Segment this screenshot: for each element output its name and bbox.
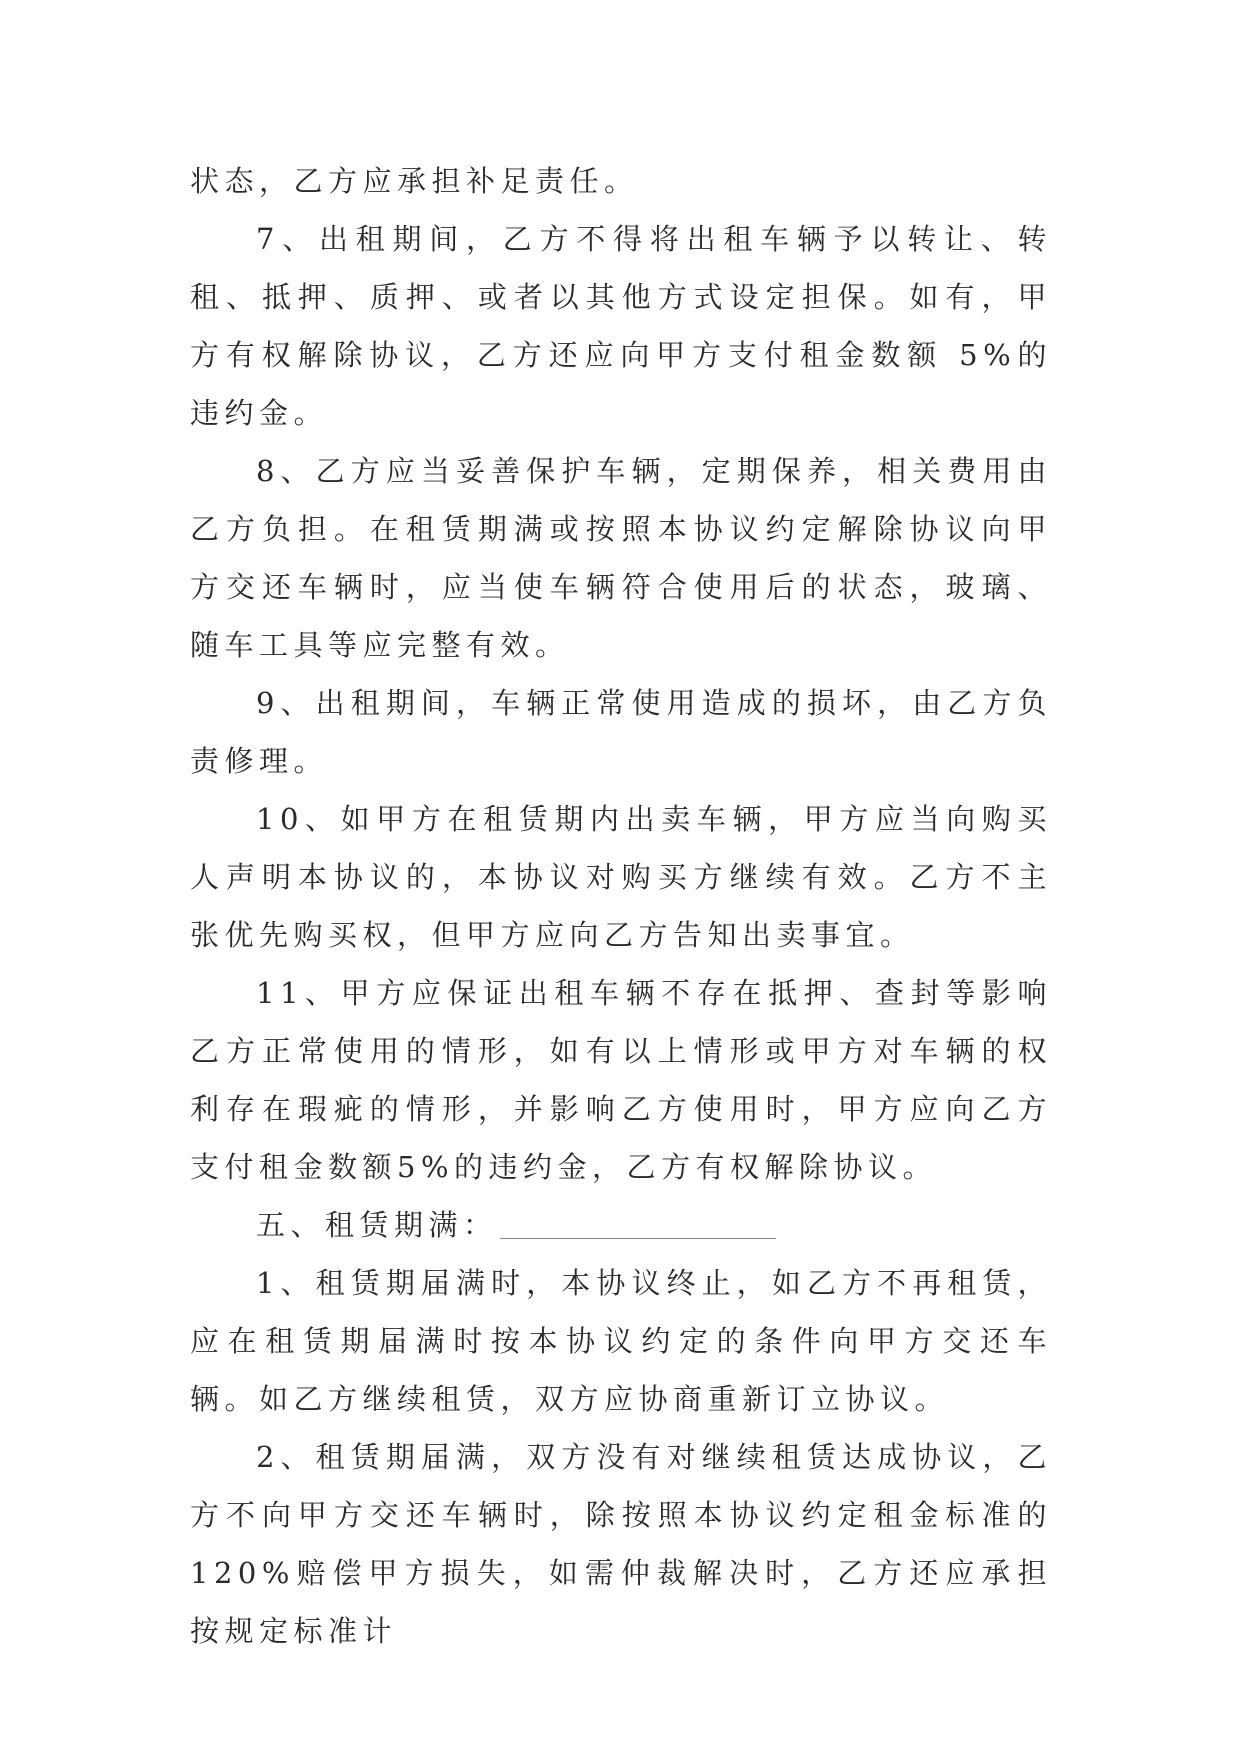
clause-9: 9、出租期间，车辆正常使用造成的损坏，由乙方负责修理。 bbox=[190, 686, 1052, 778]
section-heading-text: 五、租赁期满： bbox=[256, 1208, 498, 1242]
fill-in-blank-line bbox=[500, 1208, 776, 1239]
section-heading-lease-expiry bbox=[190, 1196, 1052, 1254]
clause-10: 10、如甲方在租赁期内出卖车辆，甲方应当向购买人声明本协议的，本协议对购买方继续有效。乙方不主张优先购买权，但甲方应向乙方告知出卖事宜。 bbox=[190, 802, 1052, 952]
clause-8: 8、乙方应当妥善保护车辆，定期保养，相关费用由乙方负担。在租赁期满或按照本协议约定解除协议向甲方交还车辆时，应当使车辆符合使用后的状态，玻璃、随车工具等应完整有效。 bbox=[190, 454, 1052, 662]
clause-7: 7、出租期间，乙方不得将出租车辆予以转让、转租、抵押、质押、或者以其他方式设定担保。如有，甲方有权解除协议，乙方还应向甲方支付租金数额 5%的违约金。 bbox=[190, 222, 1052, 430]
clause-11: 11、甲方应保证出租车辆不存在抵押、查封等影响乙方正常使用的情形，如有以上情形或甲方对车辆的权利存在瑕疵的情形，并影响乙方使用时，甲方应向乙方支付租金数额5%的违约金，乙方有权解除协议。 bbox=[190, 976, 1052, 1184]
paragraph-continuation: 状态，乙方应承担补足责任。 bbox=[190, 164, 639, 198]
document-page bbox=[190, 152, 1052, 1660]
expiry-clause-2: 2、租赁期届满，双方没有对继续租赁达成协议，乙方不向甲方交还车辆时，除按照本协议约定租金标准的 120%赔偿甲方损失，如需仲裁解决时，乙方还应承担按规定标准计 bbox=[190, 1440, 1052, 1648]
expiry-clause-1: 1、租赁期届满时，本协议终止，如乙方不再租赁，应在租赁期届满时按本协议约定的条件向甲方交还车辆。如乙方继续租赁，双方应协商重新订立协议。 bbox=[190, 1266, 1052, 1416]
